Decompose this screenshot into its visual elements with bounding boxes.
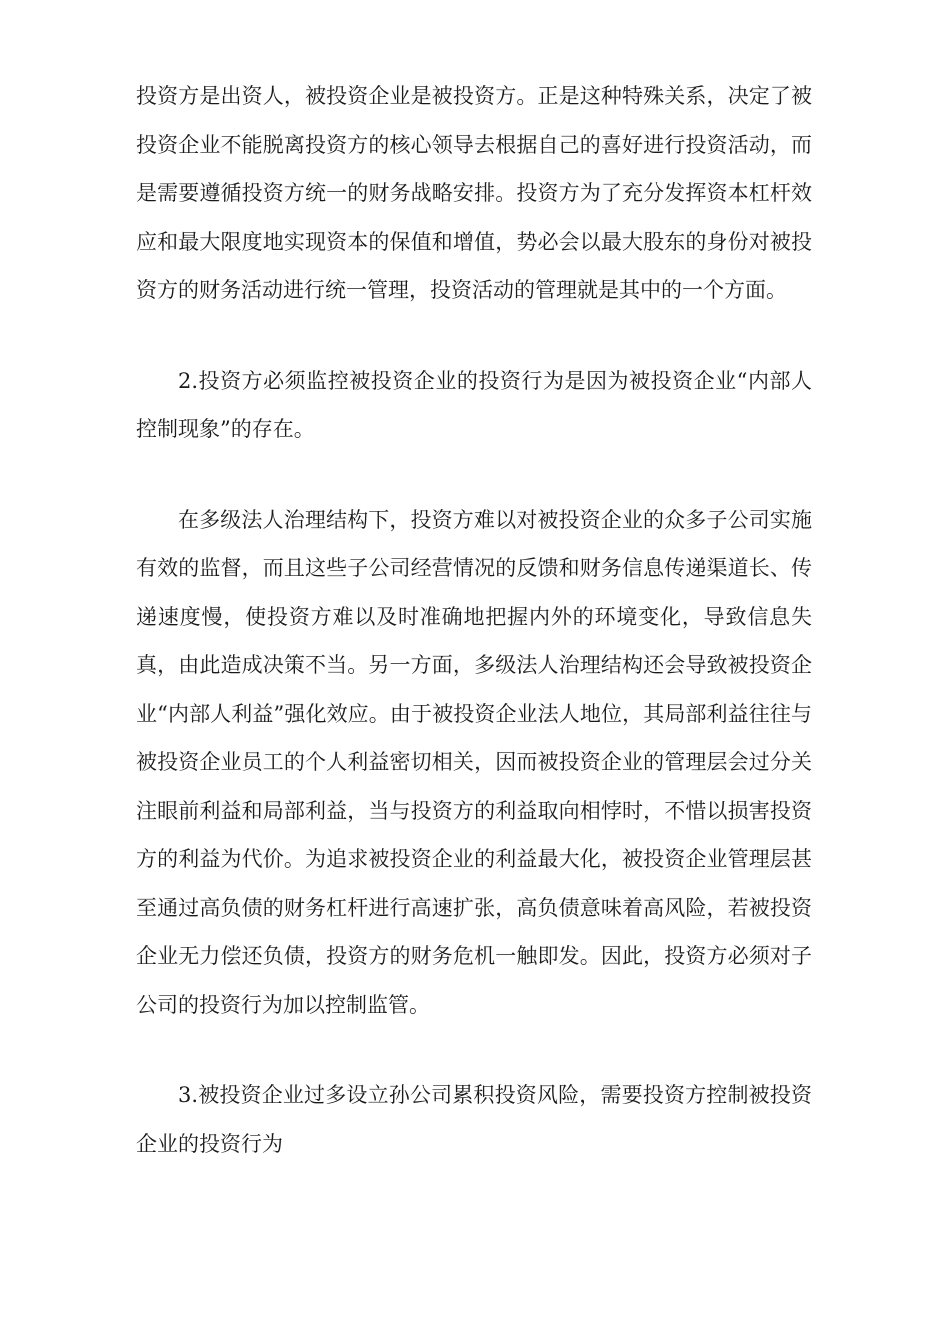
paragraph-insider-control: 在多级法人治理结构下，投资方难以对被投资企业的众多子公司实施有效的监督，而且这些子公司经营情况的反馈和财务信息传递渠道长、传递速度慢，使投资方难以及时准确地把握内外的环境变化，导致信息失真，由此造成决策不当。另一方面，多级法人治理结构还会导致被投资企业“内部人利益”强化效应。由于被投资企业法人地位，其局部利益往往与被投资企业员工的个人利益密切相关，因而被投资企业的管理层会过分关注眼前利益和局部利益，当与投资方的利益取向相悖时，不惜以损害投资方的利益为代价。为追求被投资企业的利益最大化，被投资企业管理层甚至通过高负债的财务杠杆进行高速扩张，高负债意味着高风险，若被投资企业无力偿还负债，投资方的财务危机一触即发。因此，投资方必须对子公司的投资行为加以控制监管。	[136, 507, 812, 1017]
paragraph-investor-relationship: 投资方是出资人，被投资企业是被投资方。正是这种特殊关系，决定了被投资企业不能脱离投资方的核心领导去根据自己的喜好进行投资活动，而是需要遵循投资方统一的财务战略安排。投资方为了充分发挥资本杠杆效应和最大限度地实现资本的保值和增值，势必会以最大股东的身份对被投资方的财务活动进行统一管理，投资活动的管理就是其中的一个方面。	[136, 84, 812, 302]
paragraph-heading-3: 3.被投资企业过多设立孙公司累积投资风险，需要投资方控制被投资企业的投资行为	[136, 1083, 812, 1156]
paragraph-heading-2: 2.投资方必须监控被投资企业的投资行为是因为被投资企业“内部人控制现象”的存在。	[136, 368, 812, 441]
document-body	[136, 72, 812, 1168]
